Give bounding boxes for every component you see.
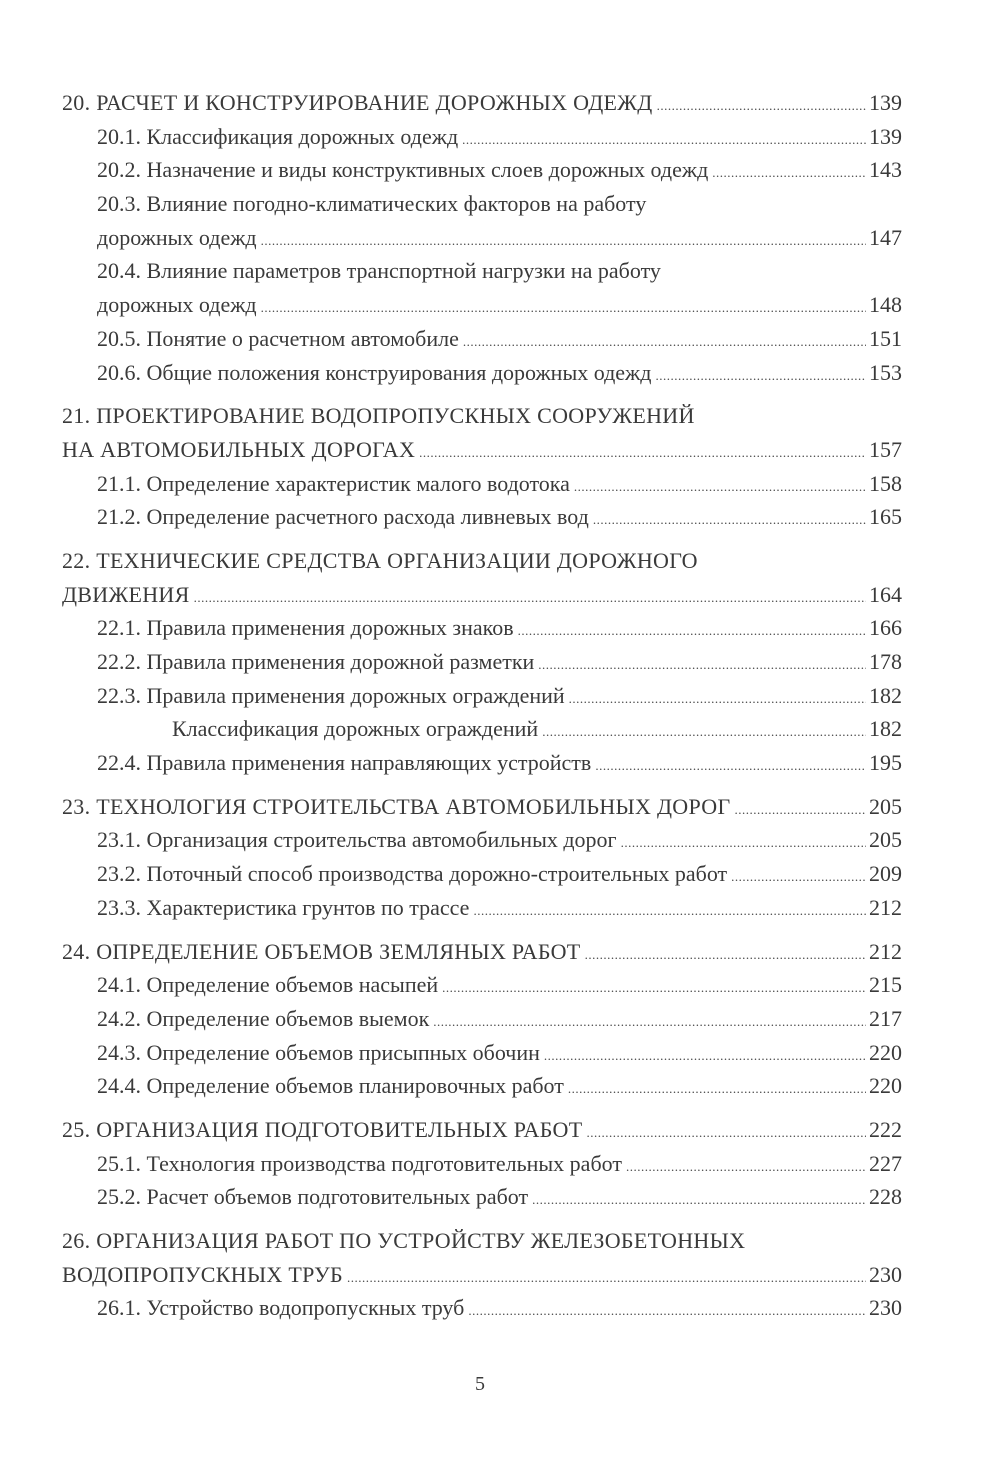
entry-title: 23. ТЕХНОЛОГИЯ СТРОИТЕЛЬСТВА АВТОМОБИЛЬНЫХ ДОРОГ <box>62 793 731 819</box>
entry-page-number: 205 <box>869 827 902 853</box>
toc-subsection-entry[interactable] <box>62 679 902 713</box>
entry-page-number: 182 <box>869 716 902 742</box>
dot-leader <box>532 1183 866 1217</box>
toc-section <box>62 790 902 925</box>
dot-leader <box>595 749 866 783</box>
entry-title: 24. ОПРЕДЕЛЕНИЕ ОБЪЕМОВ ЗЕМЛЯНЫХ РАБОТ <box>62 938 581 964</box>
entry-title: 23.3. Характеристика грунтов по трассе <box>97 894 470 920</box>
dot-leader <box>574 470 866 504</box>
entry-title: дорожных одежд <box>97 224 257 250</box>
dot-leader <box>586 1116 866 1150</box>
entry-title: дорожных одежд <box>97 292 257 318</box>
entry-title: 20.4. Влияние параметров транспортной нагрузки на работу <box>97 258 661 284</box>
table-of-contents <box>62 86 902 1325</box>
entry-page-number: 217 <box>869 1005 902 1031</box>
toc-section <box>62 935 902 1103</box>
toc-subsection-entry[interactable] <box>62 1036 902 1070</box>
toc-subsection-entry[interactable] <box>62 968 902 1002</box>
dot-leader <box>347 1261 866 1295</box>
toc-subsection-entry[interactable] <box>62 221 902 255</box>
dot-leader <box>442 971 866 1005</box>
toc-subsection-entry[interactable] <box>62 611 902 645</box>
dot-leader <box>518 614 866 648</box>
toc-subsection-entry[interactable] <box>62 891 902 925</box>
toc-subsection-entry[interactable] <box>62 1147 902 1181</box>
toc-section <box>62 399 902 534</box>
toc-section <box>62 1113 902 1214</box>
dot-leader <box>463 325 866 359</box>
dot-leader <box>731 860 866 894</box>
entry-page-number: 195 <box>869 750 902 776</box>
entry-title: 22.2. Правила применения дорожной разметки <box>97 649 535 674</box>
toc-section <box>62 544 902 780</box>
entry-title: 22. ТЕХНИЧЕСКИЕ СРЕДСТВА ОРГАНИЗАЦИИ ДОРОЖНОГО <box>62 547 698 573</box>
entry-page-number: 147 <box>869 224 902 250</box>
entry-page-number: 228 <box>869 1184 902 1210</box>
dot-leader <box>569 682 866 716</box>
toc-subsection-entry[interactable] <box>62 1180 902 1214</box>
entry-page-number: 158 <box>869 470 902 496</box>
entry-title: 20.2. Назначение и виды конструктивных слоев дорожных одежд <box>97 157 709 183</box>
toc-chapter-entry[interactable] <box>62 399 902 433</box>
dot-leader <box>261 224 866 258</box>
toc-chapter-entry[interactable] <box>62 433 902 467</box>
entry-title: 23.1. Организация строительства автомобильных дорог <box>97 827 617 853</box>
entry-page-number: 165 <box>869 504 902 530</box>
entry-title: ДВИЖЕНИЯ <box>62 581 190 607</box>
dot-leader <box>462 123 866 157</box>
entry-title: 24.1. Определение объемов насыпей <box>97 972 439 998</box>
entry-page-number: 157 <box>869 436 902 462</box>
entry-title: 22.3. Правила применения дорожных ограждений <box>97 682 565 708</box>
entry-title: 20.3. Влияние погодно-климатических факторов на работу <box>97 191 647 217</box>
dot-leader <box>585 938 866 972</box>
dot-leader <box>433 1005 866 1039</box>
toc-subsection-entry[interactable] <box>62 187 902 221</box>
toc-subsection-entry[interactable] <box>62 712 902 746</box>
toc-subsection-entry[interactable] <box>62 120 902 154</box>
entry-page-number: 222 <box>869 1116 902 1142</box>
entry-page-number: 209 <box>869 861 902 887</box>
entry-page-number: 230 <box>869 1295 902 1321</box>
entry-page-number: 212 <box>869 938 902 964</box>
entry-page-number: 220 <box>869 1073 902 1099</box>
dot-leader <box>544 1039 866 1073</box>
entry-title: 25.2. Расчет объемов подготовительных работ <box>97 1184 529 1210</box>
toc-subsection-entry[interactable] <box>62 1291 902 1325</box>
entry-page-number: 227 <box>869 1150 902 1176</box>
entry-title: 20.1. Классификация дорожных одежд <box>97 123 459 149</box>
entry-page-number: 230 <box>869 1261 902 1287</box>
dot-leader <box>568 1072 866 1106</box>
toc-subsection-entry[interactable] <box>62 288 902 322</box>
entry-title: 26.1. Устройство водопропускных труб <box>97 1295 465 1321</box>
entry-page-number: 148 <box>869 292 902 318</box>
entry-page-number: 139 <box>869 90 902 115</box>
dot-leader <box>735 793 866 827</box>
entry-page-number: 164 <box>869 581 902 607</box>
toc-subsection-entry[interactable] <box>62 500 902 534</box>
entry-title: 23.2. Поточный способ производства дорожно-строительных работ <box>97 861 728 887</box>
toc-chapter-entry[interactable] <box>62 544 902 578</box>
entry-page-number: 182 <box>869 682 902 708</box>
dot-leader <box>468 1294 866 1328</box>
entry-title: 24.3. Определение объемов присыпных обочин <box>97 1039 540 1065</box>
dot-leader <box>626 1150 866 1184</box>
toc-subsection-entry[interactable] <box>62 1069 902 1103</box>
entry-title: 25. ОРГАНИЗАЦИЯ ПОДГОТОВИТЕЛЬНЫХ РАБОТ <box>62 1116 583 1142</box>
toc-subsection-entry[interactable] <box>62 1002 902 1036</box>
toc-subsection-entry[interactable] <box>62 823 902 857</box>
toc-subsection-entry[interactable] <box>62 645 902 679</box>
entry-title: 24.4. Определение объемов планировочных работ <box>97 1073 564 1099</box>
entry-title: 22.4. Правила применения направляющих устройств <box>97 750 592 776</box>
toc-chapter-entry[interactable] <box>62 1224 902 1258</box>
toc-subsection-entry[interactable] <box>62 746 902 780</box>
entry-title: НА АВТОМОБИЛЬНЫХ ДОРОГАХ <box>62 436 416 462</box>
entry-page-number: 151 <box>869 325 902 351</box>
entry-page-number: 178 <box>869 649 902 674</box>
entry-title: 20. РАСЧЕТ И КОНСТРУИРОВАНИЕ ДОРОЖНЫХ ОДЕЖД <box>62 90 653 115</box>
entry-title: 21.2. Определение расчетного расхода ливневых вод <box>97 504 589 530</box>
entry-title: 25.1. Технология производства подготовительных работ <box>97 1150 622 1176</box>
toc-chapter-entry[interactable] <box>62 578 902 612</box>
entry-page-number: 166 <box>869 615 902 641</box>
dot-leader <box>655 359 866 393</box>
entry-page-number: 205 <box>869 793 902 819</box>
entry-title: 20.6. Общие положения конструирования дорожных одежд <box>97 359 652 385</box>
dot-leader <box>419 436 866 470</box>
toc-section <box>62 86 902 389</box>
entry-page-number: 212 <box>869 894 902 920</box>
dot-leader <box>538 648 866 682</box>
toc-subsection-entry[interactable] <box>62 857 902 891</box>
toc-chapter-entry[interactable] <box>62 1258 902 1292</box>
entry-page-number: 143 <box>869 157 902 183</box>
toc-chapter-entry[interactable] <box>62 790 902 824</box>
entry-title: ВОДОПРОПУСКНЫХ ТРУБ <box>62 1261 343 1287</box>
dot-leader <box>621 826 866 860</box>
toc-subsection-entry[interactable] <box>62 356 902 390</box>
toc-chapter-entry[interactable] <box>62 1113 902 1147</box>
dot-leader <box>657 89 866 123</box>
entry-title: 24.2. Определение объемов выемок <box>97 1005 430 1031</box>
dot-leader <box>194 581 866 615</box>
dot-leader <box>473 894 866 928</box>
dot-leader <box>712 156 866 190</box>
dot-leader <box>261 291 866 325</box>
toc-section <box>62 1224 902 1325</box>
entry-title: 26. ОРГАНИЗАЦИЯ РАБОТ ПО УСТРОЙСТВУ ЖЕЛЕЗОБЕТОННЫХ <box>62 1228 746 1253</box>
page-number: 5 <box>475 1373 485 1395</box>
entry-title: 22.1. Правила применения дорожных знаков <box>97 615 514 641</box>
entry-page-number: 153 <box>869 359 902 385</box>
entry-title: 21. ПРОЕКТИРОВАНИЕ ВОДОПРОПУСКНЫХ СООРУЖЕНИЙ <box>62 403 695 429</box>
entry-title: 20.5. Понятие о расчетном автомобиле <box>97 325 459 351</box>
toc-subsection-entry[interactable] <box>62 467 902 501</box>
toc-subsection-entry[interactable] <box>62 322 902 356</box>
entry-page-number: 139 <box>869 123 902 149</box>
dot-leader <box>593 503 866 537</box>
entry-title: Классификация дорожных ограждений <box>172 716 539 742</box>
dot-leader <box>542 715 866 749</box>
entry-page-number: 215 <box>869 972 902 998</box>
toc-chapter-entry[interactable] <box>62 935 902 969</box>
entry-page-number: 220 <box>869 1039 902 1065</box>
toc-subsection-entry[interactable] <box>62 254 902 288</box>
toc-subsection-entry[interactable] <box>62 153 902 187</box>
entry-title: 21.1. Определение характеристик малого водотока <box>97 470 570 496</box>
toc-chapter-entry[interactable] <box>62 86 902 120</box>
